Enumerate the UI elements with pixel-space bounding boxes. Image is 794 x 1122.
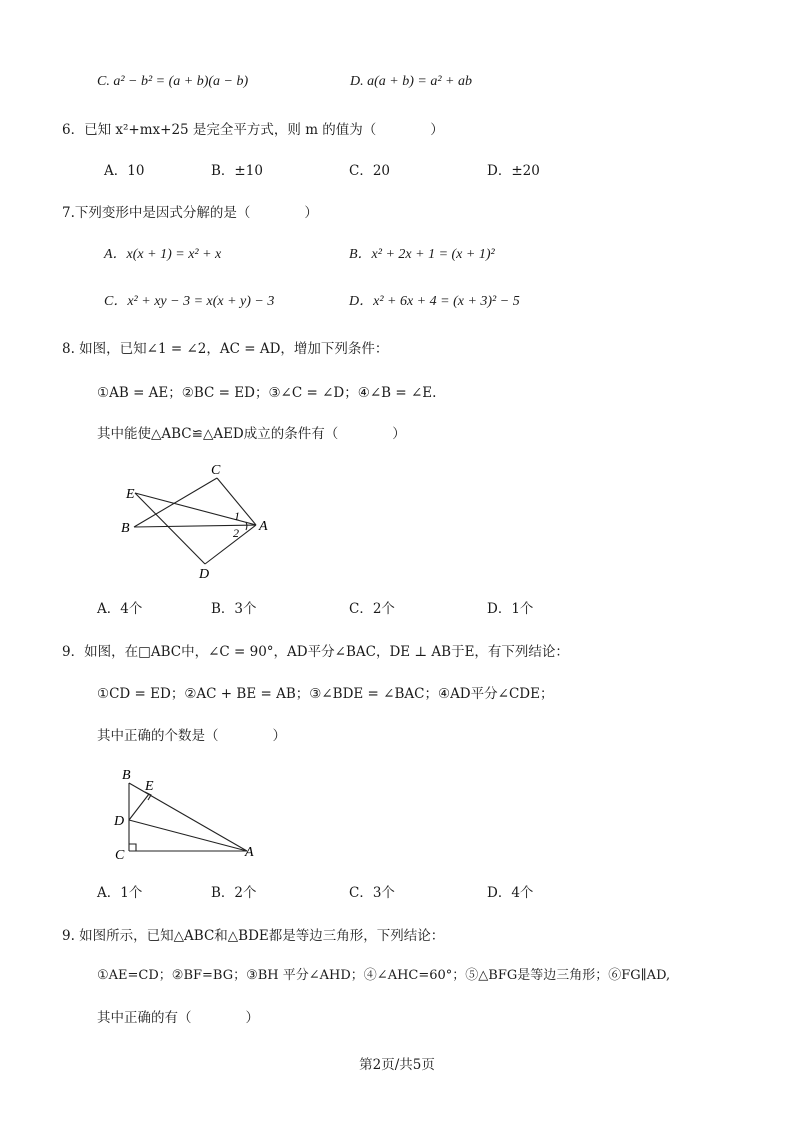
q6-option-d[interactable]: D．±20 (487, 163, 540, 179)
q6-option-a[interactable]: A．10 (104, 163, 145, 179)
q8-option-c[interactable]: C．2个 (349, 601, 395, 617)
q8-label-d: D (199, 567, 210, 582)
q9a-option-d[interactable]: D．4个 (487, 885, 534, 901)
q8-label-a: A (259, 519, 268, 534)
q8-option-b[interactable]: B．3个 (211, 601, 257, 617)
q8-angle-arc (246, 522, 247, 530)
q6-option-b[interactable]: B．±10 (211, 163, 263, 179)
q9a-figure (110, 762, 270, 862)
q9b-conditions: ①AE=CD；②BF=BG；③BH 平分∠AHD；④∠AHC=60°；⑤△BFG是等边三角形；⑥FG∥AD, (97, 968, 671, 983)
q8-option-d[interactable]: D．1个 (487, 601, 534, 617)
q8-option-a[interactable]: A．4个 (97, 601, 143, 617)
q8-label-e: E (126, 487, 135, 502)
q9a-option-a[interactable]: A．1个 (97, 885, 143, 901)
q8-label-b: B (121, 521, 130, 536)
page-number-footer: 第2页/共5页 (359, 1057, 435, 1073)
q9b-ask: 其中正确的有（ ） (97, 1010, 259, 1026)
q9a-label-a: A (245, 845, 254, 860)
q9a-label-c: C (115, 848, 125, 862)
q9a-conditions: ①CD = ED；②AC + BE = AB；③∠BDE = ∠BAC；④AD平分∠CDE； (97, 686, 554, 702)
q9a-right-angle-c (129, 844, 136, 851)
q7-option-c[interactable]: C．x² + xy − 3 = x(x + y) − 3 (104, 294, 275, 309)
q5-option-c[interactable]: C. a² − b² = (a + b)(a − b) (97, 74, 249, 89)
q7-option-b[interactable]: B．x² + 2x + 1 = (x + 1)² (349, 247, 495, 262)
q9a-seg-de (129, 794, 149, 820)
q9a-label-e: E (145, 779, 154, 794)
q9a-ask: 其中正确的个数是（ ） (97, 728, 286, 744)
q8-conditions: ①AB = AE；②BC = ED；③∠C = ∠D；④∠B = ∠E. (97, 385, 437, 401)
q9a-option-b[interactable]: B．2个 (211, 885, 257, 901)
q9a-option-c[interactable]: C．3个 (349, 885, 395, 901)
q7-option-d[interactable]: D．x² + 6x + 4 = (x + 3)² − 5 (349, 294, 520, 309)
q7-option-a[interactable]: A．x(x + 1) = x² + x (104, 247, 222, 262)
q8-seg-da (205, 525, 256, 564)
q6-stem: 6．已知 x²+mx+25 是完全平方式，则 m 的值为（ ） (62, 122, 444, 138)
q8-label-2: 2 (233, 526, 239, 540)
q8-stem: 8. 如图，已知∠1 = ∠2，AC = AD，增加下列条件： (62, 341, 389, 357)
q7-stem: 7.下列变形中是因式分解的是（ ） (62, 205, 318, 221)
q8-figure (110, 460, 280, 585)
q9a-seg-da (129, 820, 247, 851)
q8-seg-bc (134, 478, 217, 527)
q9a-label-d: D (114, 814, 125, 829)
q9a-stem: 9．如图，在□ABC中，∠C = 90°，AD平分∠BAC，DE ⊥ AB于E，有下列结论： (62, 644, 569, 660)
q9b-stem: 9. 如图所示，已知△ABC和△BDE都是等边三角形，下列结论： (62, 928, 445, 944)
q5-option-d[interactable]: D. a(a + b) = a² + ab (350, 74, 472, 89)
q8-ask: 其中能使△ABC≌△AED成立的条件有（ ） (97, 426, 406, 442)
q9a-label-b: B (122, 768, 131, 783)
q6-option-c[interactable]: C．20 (349, 163, 391, 179)
q8-label-c: C (211, 463, 221, 478)
q8-seg-ed (135, 493, 205, 564)
q8-label-1: 1 (234, 509, 240, 523)
